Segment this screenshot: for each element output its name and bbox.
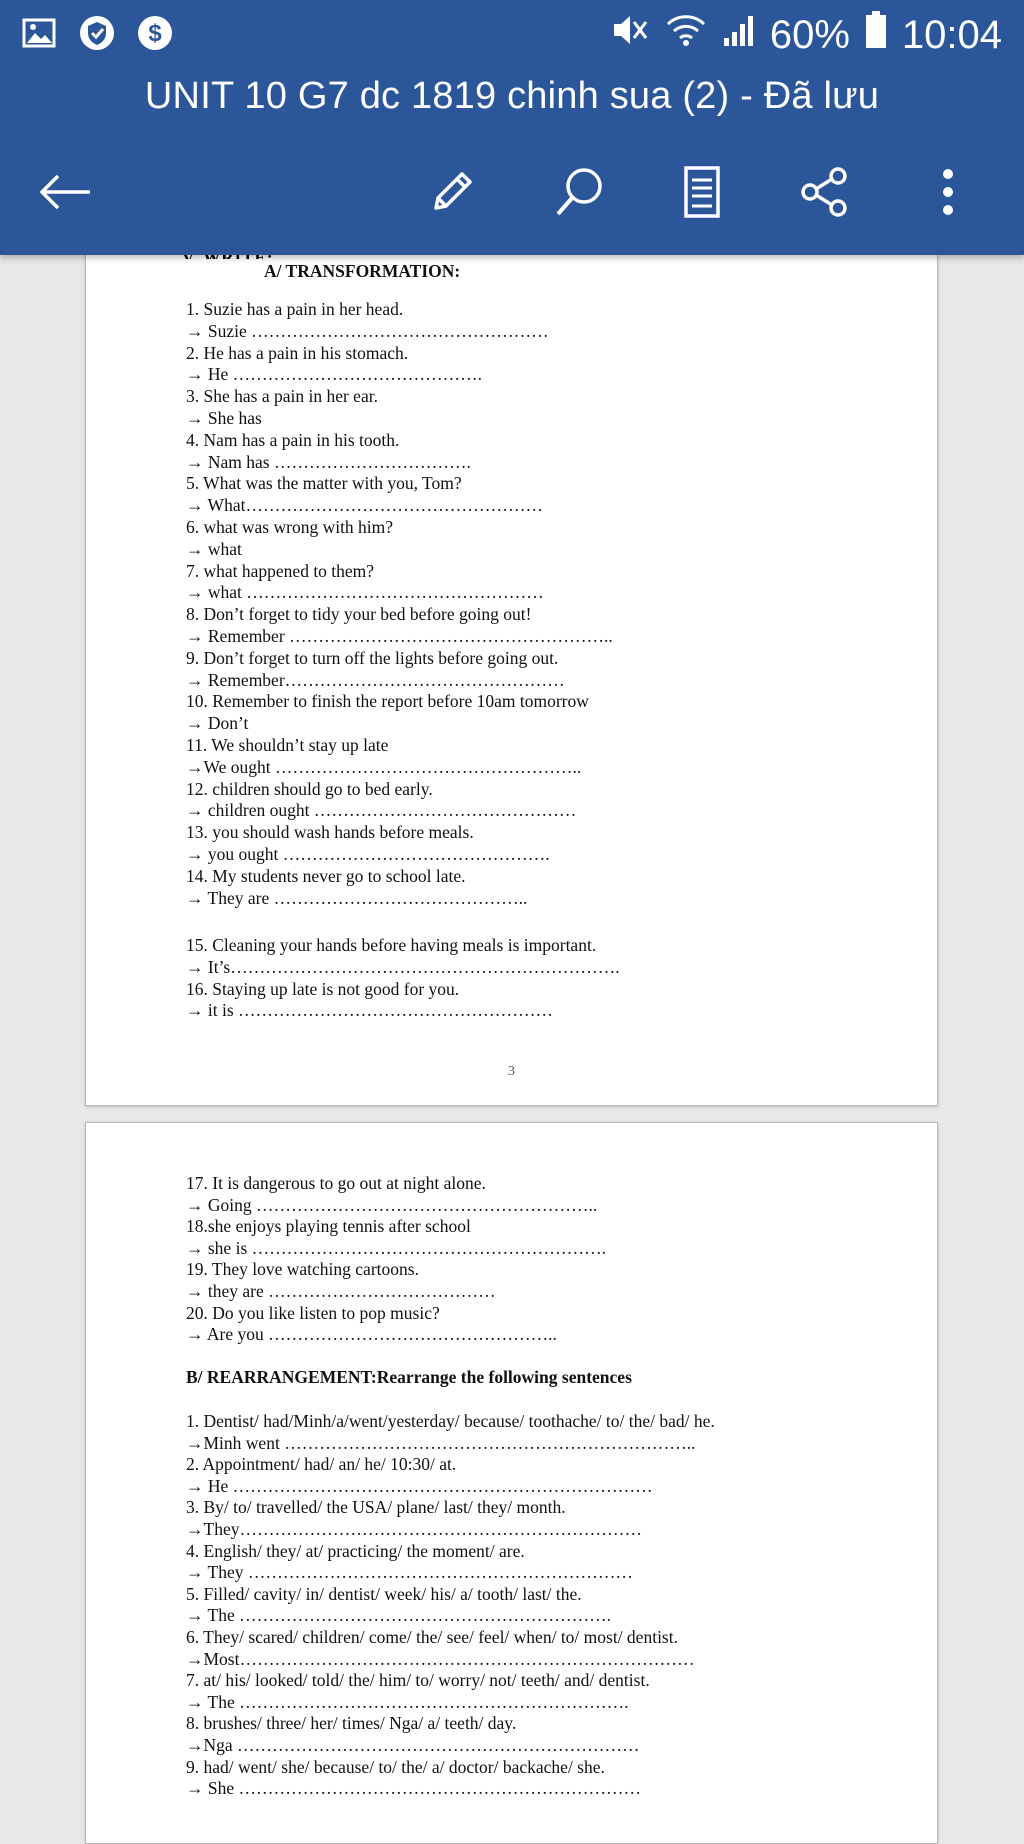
- document-line: → It’s………………………………………………………….: [186, 956, 620, 977]
- document-line: 5. Filled/ cavity/ in/ dentist/ week/ his/ a/ tooth/ last/ the.: [186, 1583, 582, 1604]
- document-line: → She has: [186, 407, 262, 428]
- document-line: 8. Don’t forget to tidy your bed before going out!: [186, 604, 532, 625]
- shield-check-icon: [78, 14, 116, 52]
- document-line: → He …………………………………….: [186, 364, 483, 385]
- document-line: → Suzie ……………………………………………: [186, 320, 549, 341]
- document-line: →Most……………………………………………………………………: [186, 1648, 695, 1669]
- transformation-list-page2: [186, 1173, 897, 1346]
- status-bar: [0, 0, 1024, 72]
- document-line: → They are ……………………………………..: [186, 887, 528, 908]
- document-line: → He ………………………………………………………………: [186, 1475, 653, 1496]
- document-line: → children ought ………………………………………: [186, 800, 577, 821]
- share-button[interactable]: [792, 160, 856, 224]
- document-line: 11. We shouldn’t stay up late: [186, 734, 389, 755]
- document-line: 17. It is dangerous to go out at night alone.: [186, 1173, 486, 1193]
- document-line: 20. Do you like listen to pop music?: [186, 1302, 440, 1323]
- document-line: → Going …………………………………………………..: [186, 1194, 598, 1215]
- mute-icon: [610, 12, 650, 58]
- document-line: 15. Cleaning your hands before having meals is important.: [186, 935, 597, 955]
- document-line: → Remember ………………………………………………..: [186, 625, 613, 646]
- document-line: →Nga ……………………………………………………………: [186, 1734, 640, 1755]
- signal-icon: [722, 12, 756, 58]
- section-a-title: A/ TRANSFORMATION:: [264, 261, 461, 281]
- document-line: 3. She has a pain in her ear.: [186, 386, 378, 407]
- document-line: 16. Staying up late is not good for you.: [186, 978, 460, 999]
- search-button[interactable]: [548, 160, 612, 224]
- page-number: 3: [508, 1064, 515, 1079]
- rearrangement-list: [186, 1411, 897, 1800]
- document-line: 5. What was the matter with you, Tom?: [186, 473, 462, 494]
- document-page-3: [85, 170, 938, 1106]
- document-line: 4. English/ they/ at/ practicing/ the moment/ are.: [186, 1540, 525, 1561]
- toolbar: [0, 150, 1024, 230]
- document-line: →We ought ……………………………………………..: [186, 756, 582, 777]
- document-line: → She ……………………………………………………………: [186, 1778, 641, 1799]
- document-line: → what: [186, 538, 242, 559]
- reading-view-button[interactable]: [670, 160, 734, 224]
- clock: 10:04: [901, 12, 1002, 57]
- document-line: 1. Dentist/ had/Minh/a/went/yesterday/ because/ toothache/ to/ the/ bad/ he.: [186, 1411, 715, 1431]
- battery-percent: 60%: [769, 12, 850, 57]
- image-icon: [20, 14, 58, 52]
- back-button[interactable]: [32, 160, 96, 224]
- document-line: 2. He has a pain in his stomach.: [186, 342, 409, 363]
- document-line: → you ought ……………………………………….: [186, 843, 550, 864]
- transformation-list: [186, 299, 897, 909]
- document-line: 6. what was wrong with him?: [186, 516, 394, 537]
- document-page-4: [85, 1122, 938, 1844]
- document-line: → Nam has …………………………….: [186, 451, 471, 472]
- status-right: [610, 10, 1002, 60]
- wifi-icon: [664, 12, 708, 58]
- section-a-heading: [264, 261, 897, 283]
- document-line: →They……………………………………………………………: [186, 1518, 642, 1539]
- document-line: → Don’t: [186, 713, 249, 734]
- document-line: 9. had/ went/ she/ because/ to/ the/ a/ doctor/ backache/ she.: [186, 1756, 605, 1777]
- document-line: 10. Remember to finish the report before 10am tomorrow: [186, 691, 589, 712]
- svg-text:$: $: [148, 20, 162, 47]
- document-line: 6. They/ scared/ children/ come/ the/ see/ feel/ when/ to/ most/ dentist.: [186, 1626, 678, 1647]
- app-bar: [0, 0, 1024, 255]
- document-line: 1. Suzie has a pain in her head.: [186, 299, 404, 319]
- document-line: 3. By/ to/ travelled/ the USA/ plane/ last/ they/ month.: [186, 1497, 566, 1518]
- document-line: 2. Appointment/ had/ an/ he/ 10:30/ at.: [186, 1454, 457, 1475]
- document-line: 13. you should wash hands before meals.: [186, 822, 474, 843]
- document-line: 14. My students never go to school late.: [186, 865, 466, 886]
- more-options-button[interactable]: [916, 160, 980, 224]
- document-line: 7. at/ his/ looked/ told/ the/ him/ to/ worry/ not/ teeth/ and/ dentist.: [186, 1670, 650, 1691]
- more-options-icon: [938, 164, 958, 220]
- back-arrow-icon: [36, 172, 92, 212]
- document-line: → Remember…………………………………………: [186, 669, 565, 690]
- document-line: 12. children should go to bed early.: [186, 778, 433, 799]
- share-icon: [796, 164, 852, 220]
- document-line: → They …………………………………………………………: [186, 1562, 633, 1583]
- document-line: 18.she enjoys playing tennis after school: [186, 1216, 471, 1237]
- document-line: → she is …………………………………………………….: [186, 1237, 606, 1258]
- document-line: →Minh went ……………………………………………………………..: [186, 1432, 696, 1453]
- document-line: 19. They love watching cartoons.: [186, 1259, 419, 1280]
- document-title: UNIT 10 G7 dc 1819 chinh sua (2) - Đã lưu: [144, 75, 880, 117]
- reading-view-icon: [680, 164, 724, 220]
- document-line: 7. what happened to them?: [186, 560, 375, 581]
- section-b-heading: [186, 1367, 897, 1389]
- document-line: → What……………………………………………: [186, 495, 543, 516]
- document-line: → Are you …………………………………………..: [186, 1324, 557, 1345]
- status-left-icons: [20, 14, 174, 52]
- transformation-list-continued: [186, 935, 897, 1022]
- search-icon: [552, 164, 608, 220]
- document-line: → The ……………………………………………………….: [186, 1605, 612, 1626]
- document-line: → what ……………………………………………: [186, 582, 544, 603]
- edit-button[interactable]: [420, 160, 484, 224]
- edit-pencil-icon: [426, 166, 478, 218]
- document-line: → it is ………………………………………………: [186, 1000, 554, 1021]
- section-b-title: B/ REARRANGEMENT:Rearrange the following sentences: [186, 1367, 632, 1387]
- document-line: 4. Nam has a pain in his tooth.: [186, 429, 400, 450]
- money-icon: [136, 14, 174, 52]
- document-line: 8. brushes/ three/ her/ times/ Nga/ a/ teeth/ day.: [186, 1713, 517, 1734]
- document-line: → they are …………………………………: [186, 1280, 496, 1301]
- document-line: → The ………………………………………………………….: [186, 1691, 629, 1712]
- document-line: 9. Don’t forget to turn off the lights before going out.: [186, 647, 559, 668]
- battery-icon: [864, 10, 888, 60]
